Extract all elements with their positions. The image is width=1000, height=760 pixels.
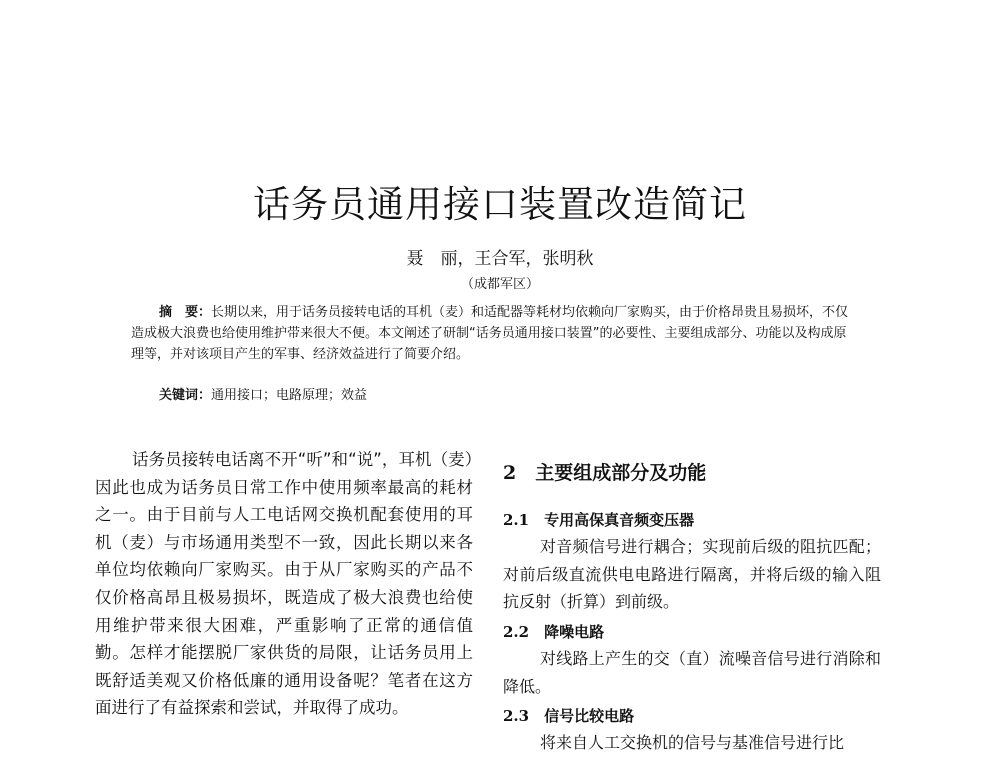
section-2-2-heading: 2.2 降噪电路 — [503, 623, 605, 641]
abstract-text: 长期以来，用于话务员接转电话的耳机（麦）和适配器等耗材均依赖向厂家购买，由于价格昂贵且易损坏，不仅造成极大浪费也给使用维护带来很大不便。本文阐述了研制“话务员通用接口装置”的必要性、主要组成部分、功能以及构成原理等，并对该项目产生的军事、经济效益进行了简要介绍。 — [131, 305, 849, 362]
section-2-2-body — [503, 645, 881, 700]
section-2-heading: 2 主要组成部分及功能 — [503, 462, 707, 484]
keywords-text: 通用接口；电路原理；效益 — [211, 388, 368, 403]
keywords-label: 关键词： — [159, 388, 212, 403]
abstract-label: 摘 要： — [159, 305, 212, 320]
section-2-3-text: 将来自人工交换机的信号与基准信号进行比 — [540, 733, 845, 752]
paper-title: 话务员通用接口装置改造简记 — [253, 183, 747, 226]
section-2-3-body — [503, 729, 881, 757]
affiliation: （成都军区） — [460, 277, 539, 292]
abstract-block — [131, 302, 859, 365]
section-2-1-heading: 2.1 专用高保真音频变压器 — [503, 511, 695, 529]
section-2-1-body — [503, 533, 881, 616]
section-2-1-text: 对音频信号进行耦合；实现前后级的阻抗匹配；对前后级直流供电电路进行隔离，并将后级的输入阻抗反射（折算）到前级。 — [503, 537, 881, 612]
author-list: 聂 丽，王合军，张明秋 — [406, 249, 594, 269]
section-2-3-heading: 2.3 信号比较电路 — [503, 707, 635, 725]
left-column — [95, 446, 473, 722]
section-2-2-text: 对线路上产生的交（直）流噪音信号进行消除和降低。 — [503, 649, 881, 696]
keywords-line — [159, 384, 367, 403]
intro-paragraph: 话务员接转电话离不开“听”和“说”，耳机（麦）因此也成为话务员日常工作中使用频率最高的耗材之一。由于目前与人工电话网交换机配套使用的耳机（麦）与市场通用类型不一致，因此长期以来各单位均依赖向厂家购买。由于从厂家购买的产品不仅价格高昂且极易损坏，既造成了极大浪费也给使用维护带来很大困难，严重影响了正常的通信值勤。怎样才能摆脱厂家供货的局限，让话务员用上既舒适美观又价格低廉的通用设备呢？笔者在这方面进行了有益探索和尝试，并取得了成功。 — [95, 450, 473, 718]
